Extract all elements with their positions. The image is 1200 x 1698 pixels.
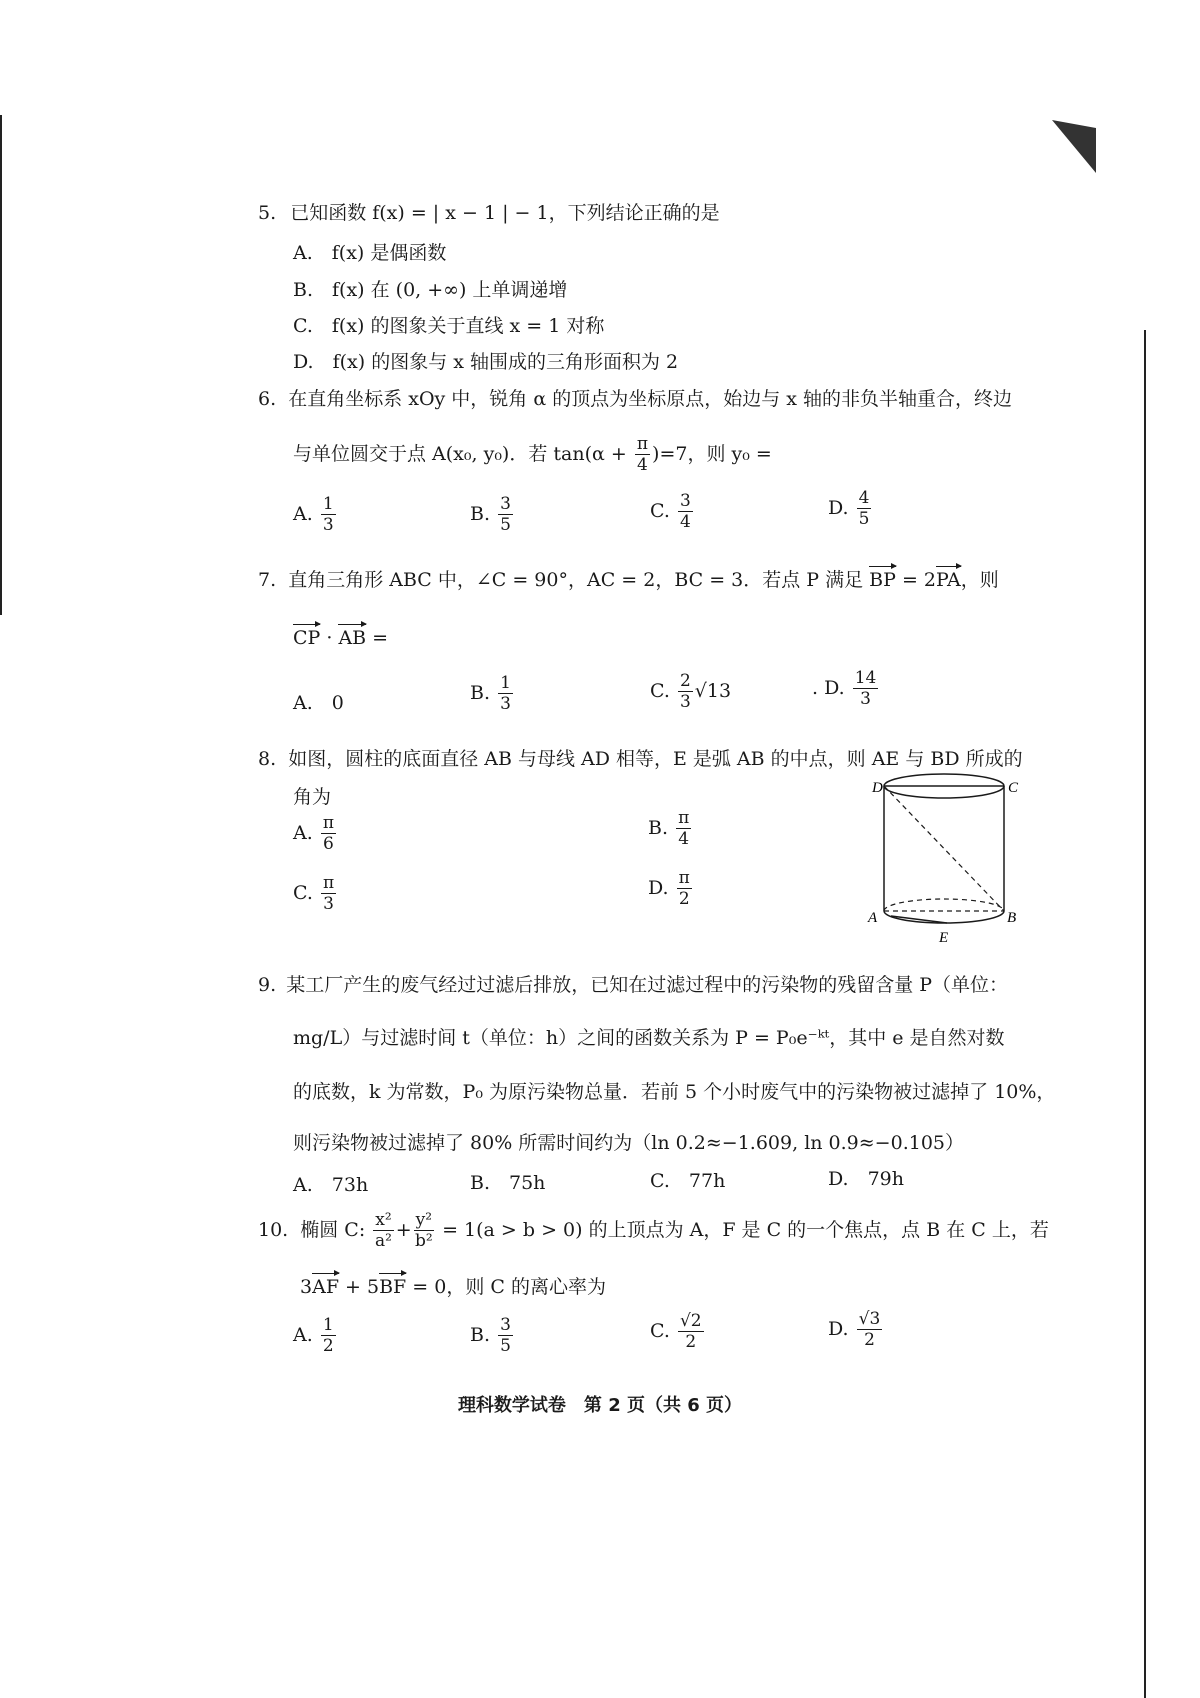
q7-option-a: A. 0 — [293, 692, 344, 714]
q5-stem: 已知函数 f(x) = | x − 1 | − 1，下列结论正确的是 — [290, 202, 720, 224]
q8-number: 8. — [258, 748, 277, 770]
scan-edge-left — [0, 115, 2, 615]
q8-stem-line2: 角为 — [293, 786, 332, 808]
q8-option-d: D. $\frac{\pi}{2}$ — [648, 868, 690, 909]
q10-stem-line1: 椭圆 C: $\frac{\text{x²}}{\text{a²}}$ + $\frac{\text{y²}}{\text{b²}}$ = 1(a > b > 0) 的上顶点为 A，F 是 C 的一个焦点，点 B 在 C 上，若 — [300, 1210, 1049, 1251]
q8-option-c: C. $\frac{\pi}{3}$ — [293, 873, 335, 914]
q5-option-a: A. f(x) 是偶函数 — [293, 242, 447, 264]
q9-line3: 的底数，k 为常数，P₀ 为原污染物总量．若前 5 个小时废气中的污染物被过滤掉了 10%， — [293, 1081, 1056, 1103]
q7-stem-line2: CP · AB = — [293, 627, 389, 649]
q7-stem-line1: 直角三角形 ABC 中，∠C = 90°，AC = 2，BC = 3．若点 P 满足 BP = 2PA，则 — [288, 569, 999, 591]
q9-option-d: D. 79h — [828, 1168, 905, 1190]
q6-option-b: B. $\frac{3}{5}$ — [470, 494, 511, 535]
q9-option-a: A. 73h — [293, 1174, 369, 1196]
fig-label-e: E — [939, 930, 949, 946]
q6-stem-line2a: 与单位圆交于点 A(x₀, y₀)．若 tan(α + — [293, 443, 633, 465]
q7-option-b: B. $\frac{1}{3}$ — [470, 673, 511, 714]
q5-option-c: C. f(x) 的图象关于直线 x = 1 对称 — [293, 315, 605, 337]
q9-number: 9. — [258, 974, 277, 996]
q10-number: 10. — [258, 1219, 289, 1241]
scan-edge-right — [1144, 330, 1146, 1698]
q9-line2: mg/L）与过滤时间 t（单位：h）之间的函数关系为 P = P₀e⁻ᵏᵗ，其中 e 是自然对数 — [293, 1027, 1005, 1049]
q10-option-d: D. $\frac{√3}{2}$ — [828, 1309, 881, 1350]
q5-option-b: B. f(x) 在 (0, +∞) 上单调递增 — [293, 279, 568, 301]
q6-number: 6. — [258, 388, 277, 410]
scan-corner-mark — [1050, 118, 1100, 178]
q6-stem-line1: 在直角坐标系 xOy 中，锐角 α 的顶点为坐标原点，始边与 x 轴的非负半轴重合，终边 — [288, 388, 1012, 410]
q10-stem-line2: 3AF + 5BF = 0，则 C 的离心率为 — [300, 1276, 606, 1298]
q8-stem-line1: 如图，圆柱的底面直径 AB 与母线 AD 相等，E 是弧 AB 的中点，则 AE 与 BD 所成的 — [288, 748, 1023, 770]
q9-option-c: C. 77h — [650, 1170, 726, 1192]
q6-option-c: C. $\frac{3}{4}$ — [650, 491, 691, 532]
q5-number: 5. — [258, 202, 277, 224]
q9-option-b: B. 75h — [470, 1172, 546, 1194]
q7-option-c: C. $\frac{2}{3}$ √13 — [650, 671, 732, 712]
q7-option-d: . D. $\frac{14}{3}$ — [812, 668, 877, 709]
q8-option-a: A. $\frac{\pi}{6}$ — [293, 813, 334, 854]
fig-label-b: B — [1007, 910, 1017, 926]
fig-label-a: A — [868, 910, 878, 926]
q6-stem-line2b: )=7，则 y₀ = — [652, 443, 772, 465]
q9-line4: 则污染物被过滤掉了 80% 所需时间约为（ln 0.2≈−1.609, ln 0.9≈−0.105） — [293, 1132, 964, 1154]
q10-option-a: A. $\frac{1}{2}$ — [293, 1315, 334, 1356]
fig-label-d: D — [872, 780, 883, 796]
q10-option-b: B. $\frac{3}{5}$ — [470, 1315, 511, 1356]
q6-option-d: D. $\frac{4}{5}$ — [828, 488, 870, 529]
q9-line1: 某工厂产生的废气经过过滤后排放，已知在过滤过程中的污染物的残留含量 P（单位： — [286, 974, 1009, 996]
q10-option-c: C. $\frac{√2}{2}$ — [650, 1311, 702, 1352]
fig-label-c: C — [1008, 780, 1019, 796]
q5-option-d: D. f(x) 的图象与 x 轴围成的三角形面积为 2 — [293, 351, 679, 373]
q8-option-b: B. $\frac{\pi}{4}$ — [648, 808, 690, 849]
q6-option-a: A. $\frac{1}{3}$ — [293, 494, 334, 535]
cylinder-figure — [855, 768, 1035, 958]
page-footer: 理科数学试卷 第 2 页（共 6 页） — [457, 1395, 743, 1416]
q6-pi-over-4: $\frac{\pi}{4}$ — [636, 434, 649, 475]
q7-number: 7. — [258, 569, 277, 591]
